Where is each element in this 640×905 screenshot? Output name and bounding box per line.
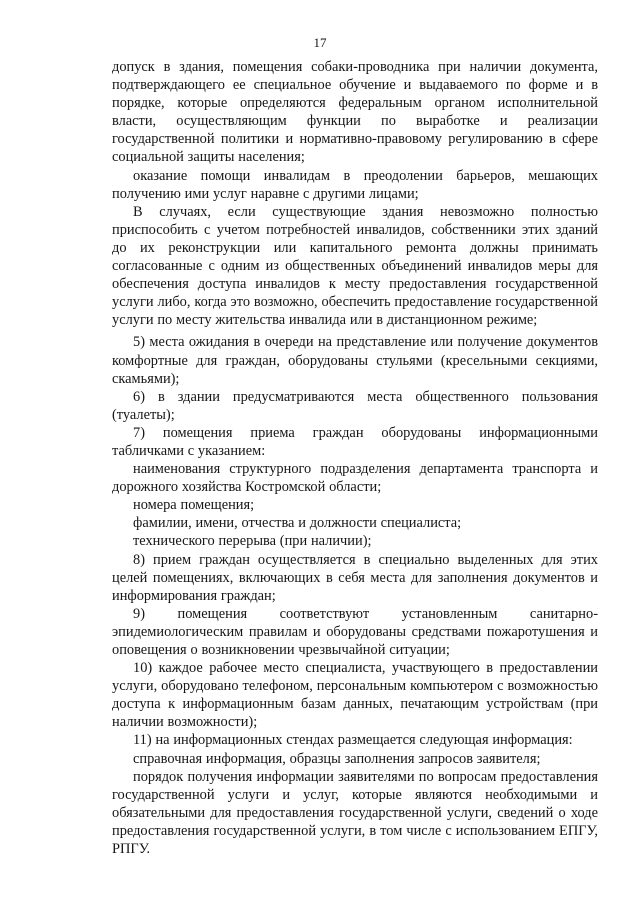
paragraph-building-adaptation: В случаях, если существующие здания невозможно полностью приспособить с учетом потребностей инвалидов, собственники этих зданий до их реконструкции или капитального ремонта должны принимать согласованные с одним из общественных объединений инвалидов меры для обеспечения доступа инвалидов к месту предоставления государственной услуги либо, когда это возможно, обеспечить предоставление государственной услуги по месту жительства инвалида или в дистанционном режиме; bbox=[112, 203, 598, 329]
page-number: 17 bbox=[313, 35, 327, 50]
paragraph-signage-specialist: фамилии, имени, отчества и должности специалиста; bbox=[133, 515, 462, 532]
paragraph-signage-department: наименования структурного подразделения департамента транспорта и дорожного хозяйства Костромской области; bbox=[112, 461, 598, 496]
paragraph-item-5-waiting-areas: 5) места ожидания в очереди на представление или получение документов комфортные для граждан, оборудованы стульями (кресельными секциями, скамьями); bbox=[112, 334, 598, 387]
paragraph-item-11-info-stands: 11) на информационных стендах размещается следующая информация: bbox=[133, 732, 573, 749]
paragraph-signage-break: технического перерыва (при наличии); bbox=[133, 533, 372, 550]
paragraph-item-9-sanitary-rules: 9) помещения соответствуют установленным санитарно-эпидемиологическим правилам и оборудованы средствами пожаротушения и оповещения о возникновении чрезвычайной ситуации; bbox=[112, 605, 598, 658]
paragraph-assistance: оказание помощи инвалидам в преодолении барьеров, мешающих получению ими услуг наравне с другими лицами; bbox=[112, 167, 598, 202]
paragraph-item-7-signage: 7) помещения приема граждан оборудованы информационными табличками с указанием: bbox=[112, 424, 598, 459]
paragraph-guide-dog-access: допуск в здания, помещения собаки-проводника при наличии документа, подтверждающего ее специальное обучение и выдаваемого по форме и в порядке, которые определяются федеральным органом исполнительной власти, осуществляющим функции по выработке и реализации государственной политики и нормативно-правовому регулированию в сфере социальной защиты населения; bbox=[112, 59, 598, 166]
paragraph-item-6-restrooms: 6) в здании предусматриваются места общественного пользования (туалеты); bbox=[112, 388, 598, 423]
paragraph-reference-info: справочная информация, образцы заполнения запросов заявителя; bbox=[133, 750, 541, 767]
paragraph-signage-room-number: номера помещения; bbox=[133, 497, 255, 514]
document-body bbox=[112, 58, 598, 858]
paragraph-info-procedure: порядок получения информации заявителями по вопросам предоставления государственной услуги и услуг, которые являются необходимыми и обязательными для предоставления государственной услуги, сведений о ходе предоставления государственной услуги, в том числе с использованием ЕПГУ, РПГУ. bbox=[112, 768, 598, 858]
paragraph-item-10-workplace: 10) каждое рабочее место специалиста, участвующего в предоставлении услуги, оборудовано телефоном, персональным компьютером с возможностью доступа к информационным базам данных, печатающим устройствам (при наличии возможности); bbox=[112, 660, 598, 731]
paragraph-item-8-reception-premises: 8) прием граждан осуществляется в специально выделенных для этих целей помещениях, включающих в себя места для заполнения документов и информирования граждан; bbox=[112, 551, 598, 604]
